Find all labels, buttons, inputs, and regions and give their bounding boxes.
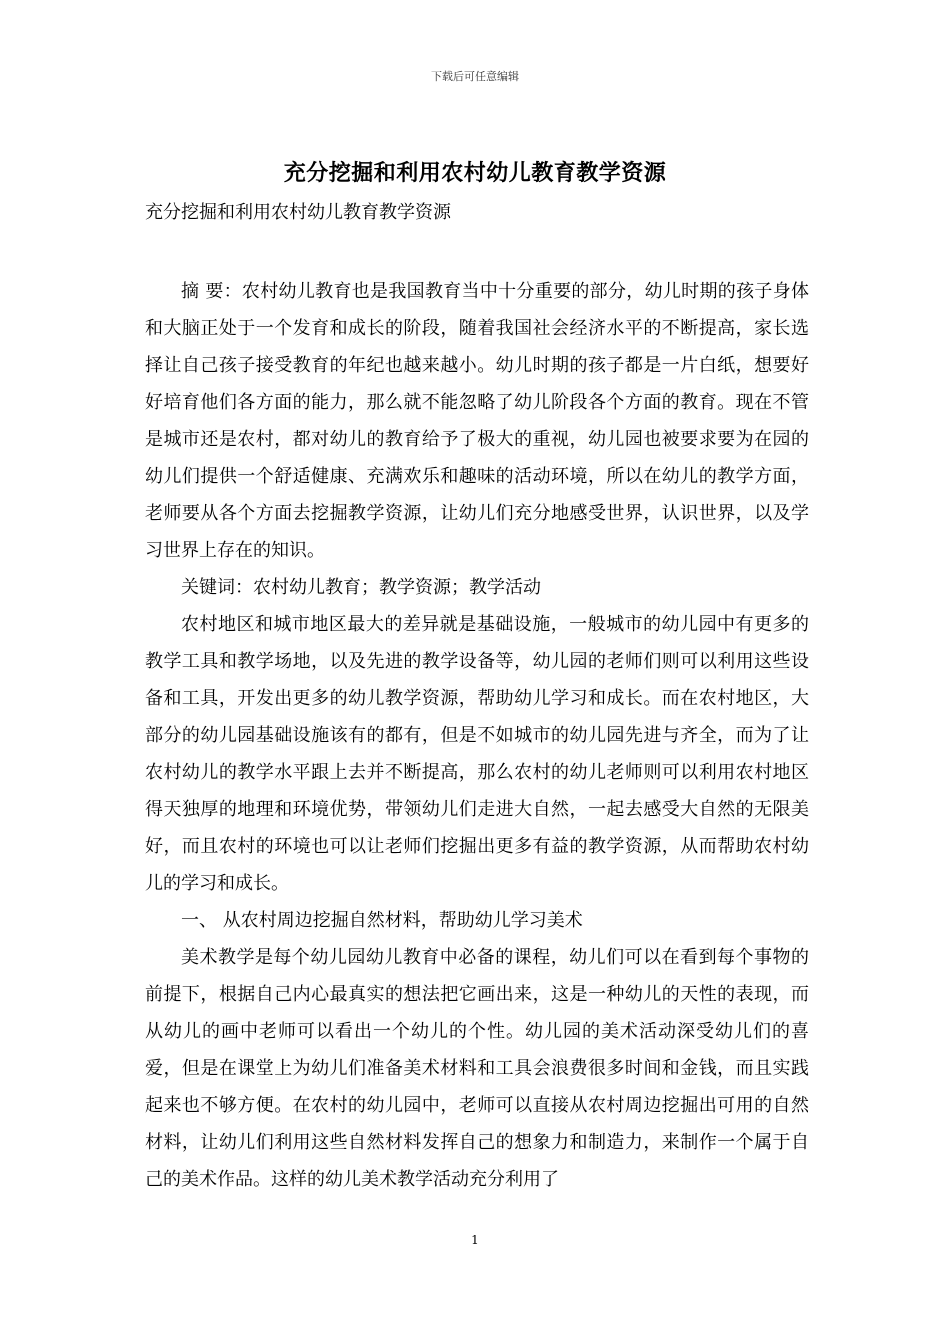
- abstract-paragraph: 摘 要：农村幼儿教育也是我国教育当中十分重要的部分，幼儿时期的孩子身体和大脑正处于一个发育和成长的阶段，随着我国社会经济水平的不断提高，家长选择让自己孩子接受教育的年纪也越来越小。幼儿时期的孩子都是一片白纸，想要好好培育他们各方面的能力，那么就不能忽略了幼儿阶段各个方面的教育。现在不管是城市还是农村，都对幼儿的教育给予了极大的重视，幼儿园也被要求要为在园的幼儿们提供一个舒适健康、充满欢乐和趣味的活动环境，所以在幼儿的教学方面，老师要从各个方面去挖掘教学资源，让幼儿们充分地感受世界，认识世界，以及学习世界上存在的知识。: [145, 281, 809, 561]
- document-body: [145, 273, 809, 1198]
- page-header-note: 下载后可任意编辑: [431, 70, 519, 83]
- body-paragraph: 农村地区和城市地区最大的差异就是基础设施，一般城市的幼儿园中有更多的教学工具和教学场地，以及先进的教学设备等，幼儿园的老师们则可以利用这些设备和工具，开发出更多的幼儿教学资源，帮助幼儿学习和成长。而在农村地区，大部分的幼儿园基础设施该有的都有，但是不如城市的幼儿园先进与齐全，而为了让农村幼儿的教学水平跟上去并不断提高，那么农村的幼儿老师则可以利用农村地区得天独厚的地理和环境优势，带领幼儿们走进大自然，一起去感受大自然的无限美好，而且农村的环境也可以让老师们挖掘出更多有益的教学资源，从而帮助农村幼儿的学习和成长。: [145, 614, 809, 894]
- section-heading: 一、 从农村周边挖掘自然材料，帮助幼儿学习美术: [181, 910, 583, 931]
- body-paragraph: 美术教学是每个幼儿园幼儿教育中必备的课程，幼儿们可以在看到每个事物的前提下，根据自己内心最真实的想法把它画出来，这是一种幼儿的天性的表现，而从幼儿的画中老师可以看出一个幼儿的个性。幼儿园的美术活动深受幼儿们的喜爱，但是在课堂上为幼儿们准备美术材料和工具会浪费很多时间和金钱，而且实践起来也不够方便。在农村的幼儿园中，老师可以直接从农村周边挖掘出可用的自然材料，让幼儿们利用这些自然材料发挥自己的想象力和制造力，来制作一个属于自己的美术作品。这样的幼儿美术教学活动充分利用了: [145, 947, 809, 1190]
- keywords-paragraph: 关键词：农村幼儿教育；教学资源；教学活动: [181, 577, 541, 598]
- document-title: 充分挖掘和利用农村幼儿教育教学资源: [283, 160, 667, 186]
- document-subtitle: 充分挖掘和利用农村幼儿教育教学资源: [145, 202, 451, 223]
- page-number: 1: [471, 1233, 479, 1247]
